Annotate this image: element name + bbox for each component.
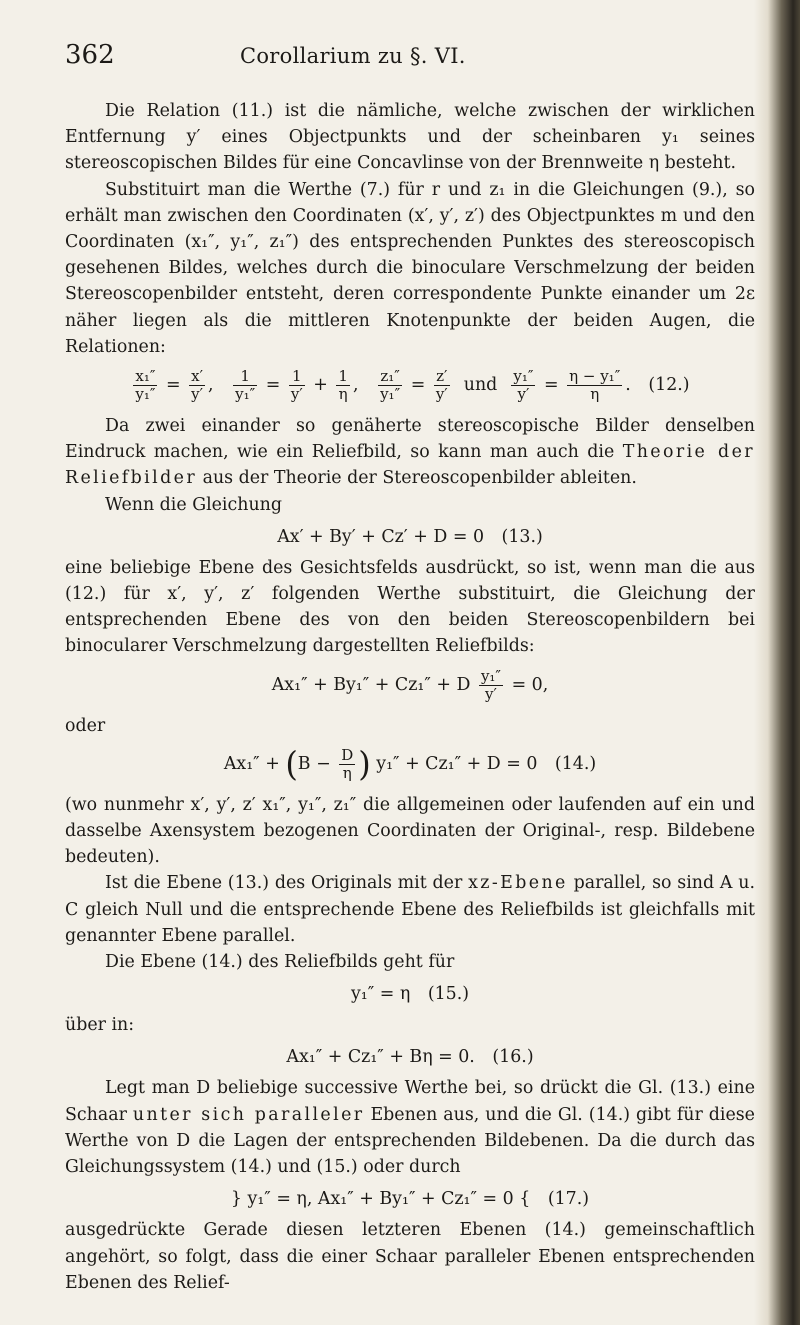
equation-number: (17.)	[547, 1189, 590, 1210]
fraction: $\frac{1}{\text{y₁″}}$	[235, 367, 256, 404]
paragraph-gerade: ausgedrückte Gerade diesen letzteren Ebenen (14.) gemeinschaftlich angehört, so folgt, dass die einer Schaar paralleler Ebenen entsprechenden Ebenen des Relief-	[65, 1220, 755, 1293]
paragraph-reliefbild: Da zwei einander so genäherte stereoscopische Bilder denselben Eindruck machen, wie ein Reliefbild, so kann man auch die Theorie der Reliefbilder aus der Theorie der Stereoscopenbilder ableiten.	[65, 416, 755, 489]
equation-17: } y₁″ = η, Ax₁″ + By₁″ + Cz₁″ = 0 { (17.)	[230, 1189, 590, 1210]
fraction: $\frac{\text{y₁″}}{y'}$	[513, 367, 534, 404]
equation-16: Ax₁″ + Cz₁″ + Bη = 0. (16.)	[286, 1047, 534, 1068]
body-text	[65, 98, 755, 1296]
paragraph-gleichung: Wenn die Gleichung	[105, 494, 282, 515]
paragraph-coordinates: (wo nunmehr x′, y′, z′ x₁″, y₁″, z₁″ die allgemeinen oder laufenden auf ein und dasselbe Axensystem bezogenen Coordinaten der Original-, resp. Bildebene bedeuten).	[65, 794, 755, 868]
label-oder: oder	[65, 715, 106, 736]
equation-14: Ax₁″ + (B − $\frac{D}{\eta}$ ) y₁″ + Cz₁″ + D = 0 (14.)	[223, 744, 597, 785]
equation-13: Ax′ + By′ + Cz′ + D = 0 (13.)	[277, 526, 543, 547]
equation-number: (14.)	[554, 753, 597, 774]
fraction: $\frac{D}{\eta}$	[341, 745, 354, 782]
label-ueber-in: über in:	[65, 1015, 135, 1036]
equation-number: (13.)	[501, 526, 543, 547]
page-binding-edge	[754, 0, 800, 1325]
fraction: $\frac{\text{z₁″}}{\text{y₁″}}$	[380, 367, 401, 404]
running-head: Corollarium zu §. VI.	[240, 44, 466, 68]
equation-plane-relief: Ax₁″ + By₁″ + Cz₁″ + D $\frac{\text{y₁″}}{y'}$ = 0,	[271, 666, 549, 703]
fraction: $\frac{1}{y'}$	[290, 367, 303, 404]
fraction: $\frac{\text{y₁″}}{y'}$	[480, 666, 502, 703]
fraction: $\frac{x'}{y'}$	[191, 367, 204, 404]
paragraph-ebene-14: Die Ebene (14.) des Reliefbilds geht für	[105, 952, 455, 973]
equation-15: y₁″ = η (15.)	[350, 984, 470, 1005]
page-header	[0, 40, 760, 80]
paragraph-relation: Die Relation (11.) ist die nämliche, welche zwischen der wirklichen Entfernung y′ eines Objectpunkts und der scheinbaren y₁ seines stereoscopischen Bildes für eine Concavlinse von der Brennweite η besteht.	[65, 101, 755, 174]
fraction: $\frac{1}{\eta}$	[338, 367, 348, 404]
fraction: $\frac{z'}{y'}$	[435, 367, 448, 404]
equation-number: (12.)	[648, 375, 690, 396]
equation-12: $\frac{\text{x₁″}}{\text{y₁″}}$ = $\frac{x'}{y'}$ , $\frac{1}{\text{y₁″}}$ = $\frac{1}{y'}$ + $\frac{1}{\eta}$ , $\frac{\text{z₁″}}{\text{y₁″}}$ = $\frac{z'}{y'}$ und $\frac{\text{y₁″}}{y'}$ = $\frac{\text{η − y₁″}}{\eta}$ . (12.)	[135, 367, 690, 404]
paragraph-schaar: Legt man D beliebige successive Werthe bei, so drückt die Gl. (13.) eine Schaar unter sich paralleler Ebenen aus, und die Gl. (14.) gibt für diese Werthe von D die Lagen der entsprechenden Bildebenen. Da die durch das Gleichungssystem (14.) und (15.) oder durch	[65, 1078, 755, 1178]
paragraph-substitution: Substituirt man die Werthe (7.) für r und z₁ in die Gleichungen (9.), so erhält man zwischen den Coordinaten (x′, y′, z′) des Objectpunktes m und den Coordinaten (x₁″, y₁″, z₁″) des entsprechenden Punktes des stereoscopisch gesehenen Bildes, welches durch die binoculare Verschmelzung der beiden Stereoscopenbilder entsteht, deren correspondente Punkte einander um 2ε näher liegen als die mittleren Knotenpunkte der beiden Augen, die Relationen:	[65, 179, 755, 357]
paragraph-ebene: eine beliebige Ebene des Gesichtsfelds ausdrückt, so ist, wenn man die aus (12.) für x′, y′, z′ folgenden Werthe substituirt, die Gleichung der entsprechenden Ebene des von den beiden Stereoscopenbildern bei binocularer Verschmelzung dargestellten Reliefbilds:	[65, 557, 755, 657]
equation-number: (16.)	[492, 1047, 534, 1068]
fraction: $\frac{\text{x₁″}}{\text{y₁″}}$	[135, 367, 156, 404]
paragraph-parallel: Ist die Ebene (13.) des Originals mit der xz-Ebene parallel, so sind A u. C gleich Null und die entsprechende Ebene des Reliefbilds ist gleichfalls mit genannter Ebene parallel.	[65, 873, 755, 946]
equation-number: (15.)	[427, 984, 470, 1005]
page-number: 362	[65, 40, 115, 70]
fraction: $\frac{\text{η − y₁″}}{\eta}$	[569, 367, 621, 404]
